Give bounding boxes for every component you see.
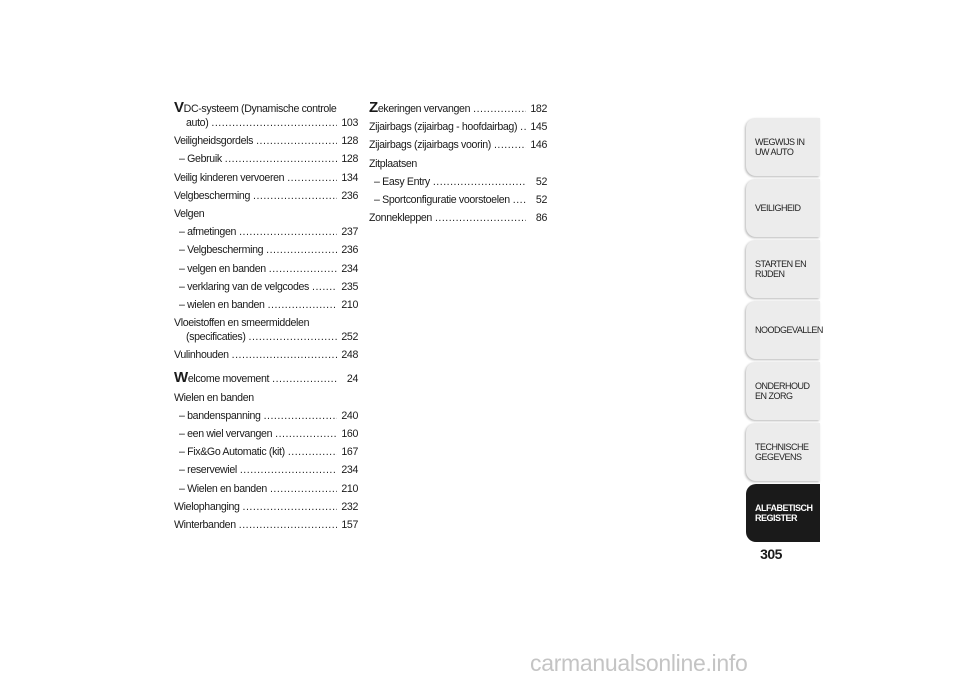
index-entry-label	[374, 194, 510, 206]
dot-leader	[268, 299, 337, 311]
section-tab[interactable]	[746, 118, 820, 176]
index-entry-label	[174, 392, 254, 404]
index-entry	[174, 263, 358, 281]
dot-leader	[240, 464, 337, 476]
index-entry-text: – bandenspanning	[179, 409, 261, 422]
index-entry-label	[179, 281, 309, 293]
index-entry-text: DC-systeem (Dynamische controle	[183, 103, 337, 115]
index-entry	[369, 139, 547, 157]
index-entry-text: – velgen en banden	[179, 262, 266, 275]
index-entry-label	[369, 99, 471, 116]
index-entry-text: – Fix&Go Automatic (kit)	[179, 446, 285, 459]
dot-leader	[435, 212, 526, 224]
index-entry-text: Veilig kinderen vervoeren	[174, 171, 285, 184]
section-tab[interactable]	[746, 301, 823, 359]
dot-leader	[269, 263, 337, 275]
index-entry-label	[369, 121, 517, 133]
section-tab-label: STARTEN EN RIJDEN	[755, 259, 807, 279]
index-page-ref: 24	[346, 373, 358, 386]
index-page-ref: 157	[341, 518, 358, 531]
index-entry	[174, 190, 358, 208]
dot-leader	[288, 446, 337, 458]
index-entry-label	[179, 428, 272, 440]
index-entry	[369, 99, 547, 121]
dot-leader	[211, 117, 337, 129]
index-entry	[174, 392, 358, 410]
index-entry	[174, 483, 358, 501]
index-page-ref: 240	[341, 409, 358, 422]
index-entry-label	[369, 158, 417, 170]
section-tab-label: WEGWIJS IN UW AUTO	[755, 137, 805, 157]
dot-leader	[266, 244, 337, 256]
index-entry-label	[186, 331, 246, 343]
index-entry-label	[179, 483, 267, 495]
index-entry-text: Vloeistoffen en smeermiddelen	[174, 317, 310, 330]
index-entry-text: (specificaties)	[186, 331, 246, 344]
index-page-ref: 210	[341, 298, 358, 311]
dot-leader	[312, 281, 337, 293]
index-letter-initial: Z	[369, 99, 378, 116]
index-entry	[369, 212, 547, 230]
index-entry-text: Veiligheidsgordels	[174, 135, 254, 148]
index-letter-initial: V	[174, 99, 184, 116]
dot-leader	[513, 194, 526, 206]
index-entry-label	[174, 317, 309, 329]
section-tab-label: VEILIGHEID	[755, 203, 801, 213]
index-entry-text: – Wielen en banden	[179, 482, 267, 495]
index-entry	[174, 519, 358, 537]
index-page-ref: 145	[530, 121, 547, 134]
index-page-ref: 146	[530, 139, 547, 152]
index-entry	[174, 299, 358, 317]
dot-leader	[232, 349, 337, 361]
dot-leader	[494, 139, 526, 151]
dot-leader	[520, 121, 526, 133]
index-entry	[174, 349, 358, 367]
index-entry-label	[174, 208, 204, 220]
dot-leader	[239, 226, 337, 238]
dot-leader	[287, 172, 337, 184]
index-entry-text: elcome movement	[187, 373, 270, 386]
index-entry-text: Velgen	[174, 207, 205, 220]
section-tab[interactable]	[746, 484, 820, 542]
dot-leader	[243, 501, 337, 513]
index-entry-label	[374, 176, 430, 188]
index-page-ref: 167	[341, 446, 358, 459]
index-entry-text: Wielophanging	[174, 500, 240, 513]
index-entry	[369, 176, 547, 194]
index-entry-text: Velgbescherming	[174, 189, 251, 202]
index-entry	[174, 153, 358, 171]
index-entry-label	[179, 446, 285, 458]
index-page-ref: 103	[341, 117, 358, 129]
index-entry-label	[174, 172, 284, 184]
dot-leader	[473, 103, 526, 115]
section-tab-label: TECHNISCHE GEGEVENS	[755, 442, 809, 462]
index-page-ref: 210	[341, 482, 358, 495]
index-entry-text: Vulinhouden	[174, 349, 229, 362]
index-entry-label	[179, 153, 222, 165]
index-page-ref: 252	[341, 331, 358, 344]
index-entry	[174, 331, 358, 349]
index-page-ref: 128	[341, 135, 358, 148]
index-entry-text: – Sportconfiguratie voorstoelen	[374, 193, 510, 206]
dot-leader	[225, 153, 337, 165]
index-entry	[174, 428, 358, 446]
index-entry-text: – Easy Entry	[374, 175, 430, 188]
index-entry-label	[186, 117, 208, 129]
index-entry-label	[174, 369, 270, 387]
index-entry-label	[179, 263, 266, 275]
index-entry-text: auto)	[186, 117, 209, 129]
dot-leader	[239, 519, 337, 531]
index-entry-text: – Velgbescherming	[179, 244, 264, 257]
index-entry-text: – verklaring van de velgcodes	[179, 280, 310, 293]
index-page-ref: 237	[341, 226, 358, 239]
index-page-ref: 52	[535, 193, 547, 206]
index-entry-label	[369, 212, 432, 224]
index-entry	[174, 99, 358, 117]
watermark-text: carmanualsonline.info	[530, 650, 748, 676]
index-page-ref: 235	[341, 280, 358, 293]
index-entry	[369, 194, 547, 212]
index-entry	[174, 172, 358, 190]
index-entry-label	[174, 99, 337, 116]
section-tab[interactable]	[746, 240, 820, 298]
index-entry-label	[174, 501, 240, 513]
index-entry	[174, 208, 358, 226]
index-page-ref: 248	[341, 349, 358, 362]
index-entry	[174, 117, 358, 135]
dot-leader	[275, 428, 337, 440]
index-entry	[174, 464, 358, 482]
index-entry-text: Zijairbags (zijairbag - hoofdairbag)	[369, 121, 518, 134]
index-entry	[174, 446, 358, 464]
index-entry	[174, 410, 358, 428]
index-entry-text: Wielen en banden	[174, 391, 254, 404]
index-entry-text: – afmetingen	[179, 226, 237, 239]
index-page-ref: 234	[341, 464, 358, 477]
section-tab[interactable]	[746, 179, 820, 237]
dot-leader	[433, 176, 526, 188]
index-entry-label	[174, 135, 253, 147]
dot-leader	[264, 410, 337, 422]
dot-leader	[272, 373, 337, 385]
index-entry	[174, 226, 358, 244]
index-entry-label	[179, 299, 265, 311]
section-tab-label: NOODGEVALLEN	[755, 325, 823, 335]
index-page-ref: 128	[341, 153, 358, 166]
index-column-right	[369, 99, 547, 230]
index-entry-text: Zonnekleppen	[369, 212, 432, 225]
index-entry	[174, 281, 358, 299]
index-entry	[174, 369, 358, 391]
index-entry-label	[174, 519, 236, 531]
index-entry-text: – wielen en banden	[179, 298, 265, 311]
section-tab[interactable]	[746, 362, 820, 420]
index-entry-text: – Gebruik	[179, 153, 222, 166]
section-tabs	[746, 118, 823, 545]
section-tab[interactable]	[746, 423, 820, 481]
index-entry	[174, 317, 358, 331]
dot-leader	[256, 135, 337, 147]
index-page-ref: 234	[341, 262, 358, 275]
index-entry-label	[369, 139, 491, 151]
index-entry	[369, 158, 547, 176]
index-page-ref: 236	[341, 244, 358, 257]
dot-leader	[249, 331, 337, 343]
index-page-ref: 134	[341, 171, 358, 184]
index-letter-initial: W	[174, 369, 188, 387]
page-number: 305	[760, 546, 782, 562]
index-column-left	[174, 99, 358, 537]
index-entry-text: ekeringen vervangen	[377, 103, 471, 115]
index-entry	[174, 501, 358, 519]
index-entry	[174, 244, 358, 262]
index-entry-label	[174, 349, 229, 361]
section-tab-label: ONDERHOUD EN ZORG	[755, 381, 810, 401]
index-entry-label	[179, 226, 236, 238]
index-page-ref: 86	[535, 212, 547, 225]
index-entry-label	[179, 244, 263, 256]
index-entry	[174, 135, 358, 153]
index-entry	[369, 121, 547, 139]
dot-leader	[270, 483, 337, 495]
index-page-ref: 236	[341, 189, 358, 202]
index-entry-text: Zitplaatsen	[369, 157, 417, 170]
index-page-ref: 160	[341, 428, 358, 440]
section-tab-label: ALFABETISCH REGISTER	[755, 503, 813, 523]
index-entry-text: Zijairbags (zijairbags voorin)	[369, 139, 491, 152]
index-entry-label	[174, 190, 250, 202]
index-entry-label	[179, 464, 237, 476]
index-entry-text: – een wiel vervangen	[179, 428, 273, 440]
index-entry-text: Winterbanden	[174, 518, 236, 531]
index-page-ref: 52	[535, 175, 547, 188]
dot-leader	[253, 190, 337, 202]
index-entry-label	[179, 410, 261, 422]
index-page-ref: 232	[341, 500, 358, 513]
index-entry-text: – reservewiel	[179, 464, 237, 477]
index-page-ref: 182	[530, 103, 547, 115]
